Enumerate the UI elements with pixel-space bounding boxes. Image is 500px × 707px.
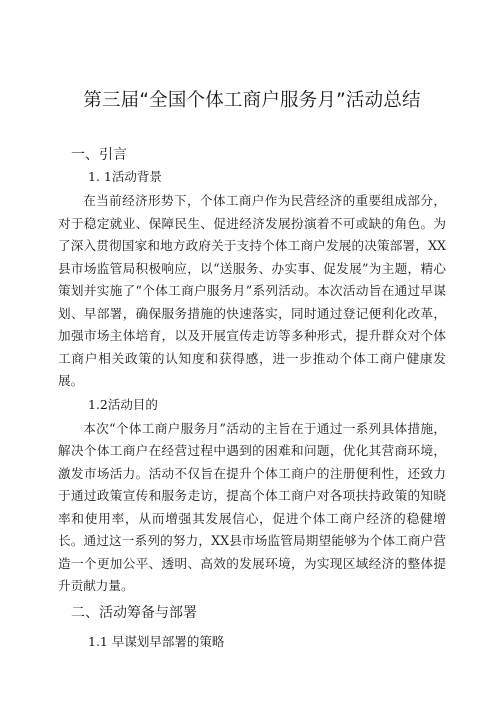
section-heading-introduction: 一、引言 <box>71 147 127 163</box>
subsection-heading-early-planning: 1.1 早谋划早部署的策略 <box>88 633 225 649</box>
paragraph-background: 在当前经济形势下，个体工商户作为民营经济的重要组成部分，对于稳定就业、保障民生、促进经济发展扮演着不可或缺的角色。为了深入贯彻国家和地方政府关于支持个体工商户发展的决策部署，XX县市场监管局积极响应，以“送服务、办实事、促发展”为主题，精心策划并实施了“个体工商户服务月”系列活动。本次活动旨在通过早谋划、早部署，确保服务措施的快速落实，同时通过登记便利化改革，加强市场主体培育，以及开展宣传走访等多种形式，提升群众对个体工商户相关政策的认知度和获得感，进一步推动个体工商户健康发展。 <box>58 193 446 388</box>
subsection-heading-purpose: 1.2活动目的 <box>88 396 158 412</box>
paragraph-purpose: 本次“个体工商户服务月”活动的主旨在于通过一系列具体措施，解决个体工商户在经营过程中遇到的困难和问题，优化其营商环境，激发市场活力。活动不仅旨在提升个体工商户的注册便利性，还致力于通过政策宣传和服务走访，提高个体工商户对各项扶持政策的知晓率和使用率，从而增强其发展信心，促进个体工商户经济的稳健增长。通过这一系列的努力，XX县市场监管局期望能够为个体工商户营造一个更加公平、透明、高效的发展环境，为实现区域经济的整体提升贡献力量。 <box>58 420 446 593</box>
subsection-heading-background: 1. 1活动背景 <box>88 169 162 184</box>
document-title: 第三届“全国个体工商户服务月”活动总结 <box>83 90 421 111</box>
section-heading-preparation: 二、活动筹备与部署 <box>71 604 197 621</box>
